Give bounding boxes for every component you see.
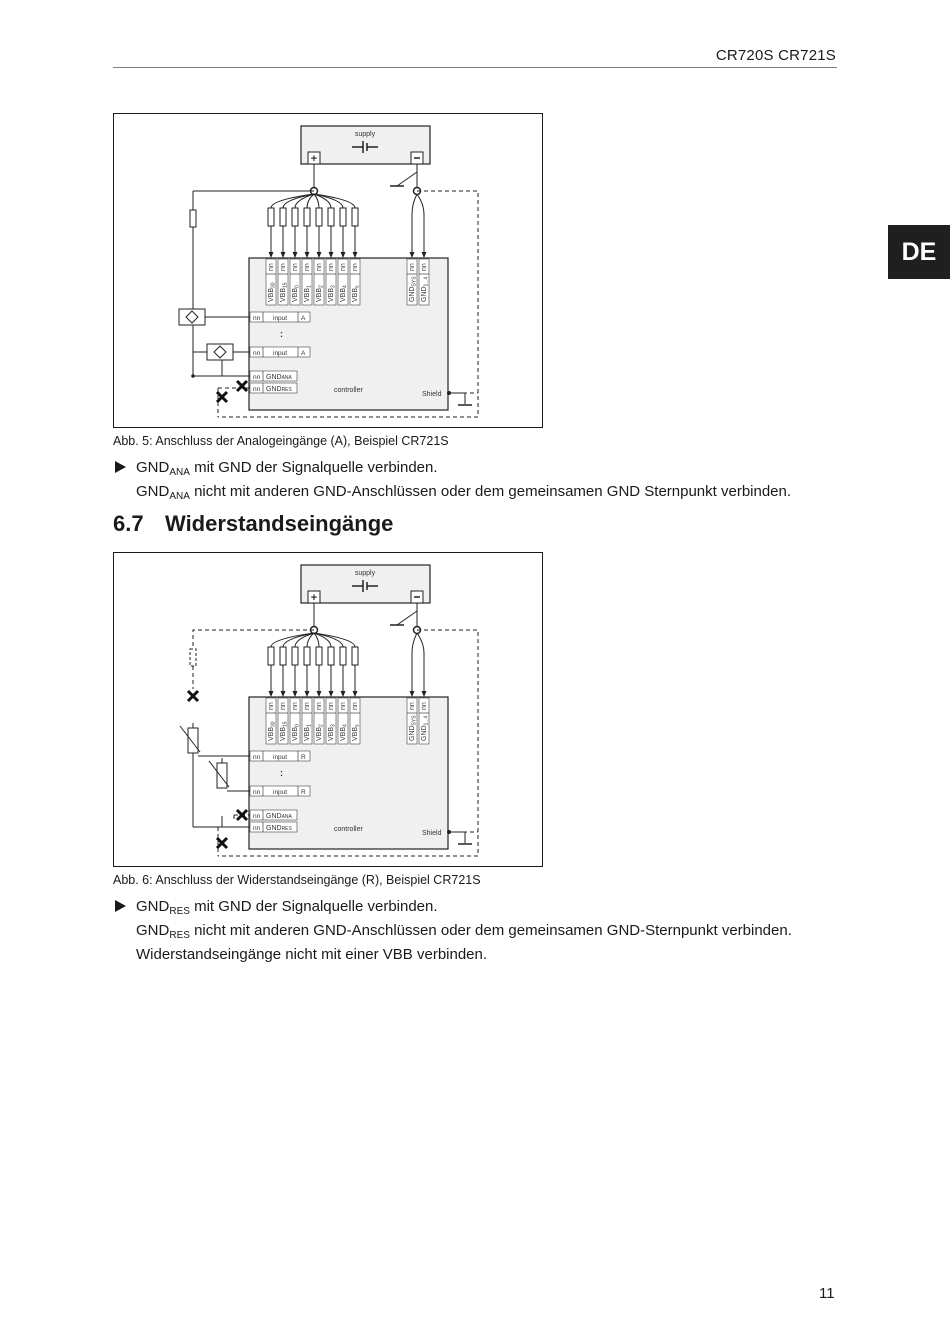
- supply-label: supply: [354, 570, 376, 577]
- arrow-down-icon: [281, 252, 286, 258]
- junction-dot: [191, 374, 195, 378]
- input-type-label: R: [301, 789, 306, 796]
- pin-vbb-label: $VBB_s$: [352, 285, 361, 302]
- vbb-dashed-wire: [193, 630, 314, 649]
- fuse-icon: [352, 208, 358, 226]
- pin-gnd-label: $GND_{1...4}$: [421, 715, 430, 741]
- fuse-icon: [316, 647, 322, 665]
- note-line: [113, 482, 791, 506]
- pin-vbb-label: $VBB_1$: [304, 724, 313, 741]
- pin-vbb-label: $VBB_{15}$: [280, 282, 289, 302]
- fuse-icon: [316, 208, 322, 226]
- fuse-icon: [304, 647, 310, 665]
- arrow-down-icon: [329, 691, 334, 697]
- gnd-nn-label: nn: [253, 813, 261, 820]
- arrow-down-icon: [410, 691, 415, 697]
- gnd-pin-label: GNDANA: [266, 813, 292, 820]
- plus-icon: +: [310, 153, 318, 165]
- gnd-pin-label: GNDANA: [266, 374, 292, 381]
- pin-vbb-label: $VBB_2$: [316, 724, 325, 741]
- pin-nn-label: nn: [352, 263, 359, 271]
- gnd-pin-label: GNDRES: [266, 825, 292, 832]
- pin-vbb-label: $VBB_{15}$: [280, 721, 289, 741]
- fuse-icon: [280, 647, 286, 665]
- arrow-down-icon: [317, 691, 322, 697]
- pin-nn-label: nn: [352, 702, 359, 710]
- fuse-icon: [268, 647, 274, 665]
- pin-vbb-label: $VBB_{30}$: [268, 721, 277, 741]
- fuse-icon: [340, 208, 346, 226]
- wire: [397, 611, 417, 625]
- pin-vbb-label: $VBB_1$: [304, 285, 313, 302]
- arrow-down-icon: [341, 252, 346, 258]
- pin-vbb-label: $VBB_0$: [292, 724, 301, 741]
- fuse-icon: [340, 647, 346, 665]
- fuse-icon: [328, 647, 334, 665]
- note-line: [113, 945, 792, 964]
- arrow-down-icon: [269, 691, 274, 697]
- section-number: 6.7: [113, 511, 144, 536]
- controller-label: controller: [334, 387, 363, 394]
- figure-6-caption: Abb. 6: Anschluss der Widerstandseingänge (R), Beispiel CR721S: [113, 873, 481, 887]
- pin-nn-label: nn: [328, 263, 335, 271]
- bullet-arrow-icon: [115, 900, 126, 912]
- fuse-icon: [352, 647, 358, 665]
- fuse-icon: [304, 208, 310, 226]
- pin-nn-label: nn: [292, 702, 299, 710]
- pin-nn-label: nn: [304, 702, 311, 710]
- pin-nn-label: nn: [340, 263, 347, 271]
- pin-nn-label: nn: [280, 263, 287, 271]
- figure-5-caption: Abb. 5: Anschluss der Analogeingänge (A), Beispiel CR721S: [113, 434, 449, 448]
- disconnect-cross-icon: [188, 691, 198, 701]
- pin-nn-label: nn: [304, 263, 311, 271]
- input-type-label: R: [301, 754, 306, 761]
- pin-vbb-label: $VBB_3$: [328, 724, 337, 741]
- pin-nn-label: nn: [328, 702, 335, 710]
- pin-vbb-label: $VBB_2$: [316, 285, 325, 302]
- section-heading: [113, 511, 393, 537]
- input-type-label: A: [301, 315, 306, 322]
- resistor-icon: [188, 728, 198, 753]
- pin-vbb-label: $VBB_4$: [340, 724, 349, 741]
- figure-analog-inputs: [113, 113, 543, 428]
- arrow-down-icon: [329, 252, 334, 258]
- arrow-down-icon: [353, 252, 358, 258]
- note-subscript: ANA: [169, 491, 190, 502]
- input-type-label: A: [301, 350, 306, 357]
- language-tab: DE: [888, 225, 950, 279]
- wire: [412, 633, 417, 653]
- note-subscript: ANA: [169, 467, 190, 478]
- fuse-icon: [268, 208, 274, 226]
- note-main: GND: [136, 922, 170, 939]
- plus-icon: +: [310, 592, 318, 604]
- note-text: nicht mit anderen GND-Anschlüssen oder dem gemeinsamen GND-Sternpunkt verbinden.: [189, 922, 792, 939]
- wire: [412, 194, 417, 214]
- input-nn-label: nn: [253, 315, 261, 322]
- arrow-down-icon: [353, 691, 358, 697]
- input-label: input: [273, 350, 288, 357]
- arrow-down-icon: [422, 252, 427, 258]
- controller-label: controller: [334, 826, 363, 833]
- pin-nn-label: nn: [316, 263, 323, 271]
- arrow-down-icon: [281, 691, 286, 697]
- ellipsis-colon: :: [280, 768, 283, 778]
- pin-vbb-label: $VBB_4$: [340, 285, 349, 302]
- pin-nn-label: nn: [409, 702, 416, 710]
- fuse-icon: [190, 649, 196, 666]
- section-title: Widerstandseingänge: [165, 511, 394, 536]
- bullet-arrow-icon: [115, 461, 126, 473]
- page-number: 11: [819, 1285, 835, 1302]
- input-nn-label: nn: [253, 350, 261, 357]
- wire: [417, 633, 424, 653]
- pin-nn-label: nn: [268, 263, 275, 271]
- wire: [417, 194, 424, 214]
- wiring-diagram: [114, 114, 544, 429]
- pin-gnd-label: $GND_{1...4}$: [421, 276, 430, 302]
- note-text: mit GND der Signalquelle verbinden.: [189, 459, 438, 476]
- arrow-down-icon: [341, 691, 346, 697]
- arrow-down-icon: [293, 252, 298, 258]
- pin-vbb-label: $VBB_0$: [292, 285, 301, 302]
- gnd-nn-label: nn: [253, 825, 261, 832]
- wire: [397, 172, 417, 186]
- note-main: GND: [136, 483, 170, 500]
- figure-resistance-inputs: [113, 552, 543, 867]
- fuse-icon: [280, 208, 286, 226]
- input-nn-label: nn: [253, 754, 261, 761]
- arrow-down-icon: [293, 691, 298, 697]
- gnd-nn-label: nn: [253, 374, 261, 381]
- notes-resistance: [113, 897, 792, 964]
- note-subscript: RES: [169, 906, 190, 917]
- resistor-icon: [217, 763, 227, 788]
- note-main: GND: [136, 898, 170, 915]
- note-main: GND: [136, 459, 170, 476]
- pin-nn-label: nn: [340, 702, 347, 710]
- pin-nn-label: nn: [409, 263, 416, 271]
- pin-vbb-label: $VBB_{30}$: [268, 282, 277, 302]
- document-header-title: CR720S CR721S: [715, 47, 836, 64]
- disconnect-cross-icon: [237, 810, 247, 820]
- pin-nn-label: nn: [421, 702, 428, 710]
- notes-analog: [113, 458, 791, 506]
- arrow-down-icon: [305, 691, 310, 697]
- arrow-down-icon: [422, 691, 427, 697]
- note-line: [113, 458, 791, 482]
- pin-nn-label: nn: [268, 702, 275, 710]
- gnd-pin-label: GNDRES: [266, 386, 292, 393]
- fuse-icon: [292, 647, 298, 665]
- note-text: nicht mit anderen GND-Anschlüssen oder dem gemeinsamen GND Sternpunkt verbinden.: [189, 483, 792, 500]
- note-line: [113, 921, 792, 945]
- pin-nn-label: nn: [421, 263, 428, 271]
- pin-vbb-label: $VBB_s$: [352, 724, 361, 741]
- fuse-icon: [292, 208, 298, 226]
- wiring-diagram: [114, 553, 544, 868]
- pin-gnd-label: $GND_{SYS}$: [409, 276, 418, 302]
- header-divider: [113, 67, 837, 68]
- disconnect-cross-icon: [237, 381, 247, 391]
- ellipsis-colon: :: [280, 329, 283, 339]
- note-text: Widerstandseingänge nicht mit einer VBB verbinden.: [136, 946, 488, 963]
- supply-label: supply: [354, 131, 376, 138]
- arrow-down-icon: [269, 252, 274, 258]
- note-subscript: RES: [169, 930, 190, 941]
- pin-nn-label: nn: [292, 263, 299, 271]
- pin-nn-label: nn: [280, 702, 287, 710]
- input-label: input: [273, 789, 288, 796]
- input-nn-label: nn: [253, 789, 261, 796]
- arrow-down-icon: [317, 252, 322, 258]
- pin-gnd-label: $GND_{SYS}$: [409, 715, 418, 741]
- note-line: [113, 897, 792, 921]
- fuse-icon: [190, 210, 196, 227]
- shield-label: Shield: [422, 830, 442, 837]
- input-label: input: [273, 754, 288, 761]
- pin-nn-label: nn: [316, 702, 323, 710]
- pin-vbb-label: $VBB_3$: [328, 285, 337, 302]
- input-label: input: [273, 315, 288, 322]
- gnd-nn-label: nn: [253, 386, 261, 393]
- arrow-down-icon: [410, 252, 415, 258]
- shield-label: Shield: [422, 391, 442, 398]
- arrow-down-icon: [305, 252, 310, 258]
- fuse-icon: [328, 208, 334, 226]
- note-text: mit GND der Signalquelle verbinden.: [189, 898, 438, 915]
